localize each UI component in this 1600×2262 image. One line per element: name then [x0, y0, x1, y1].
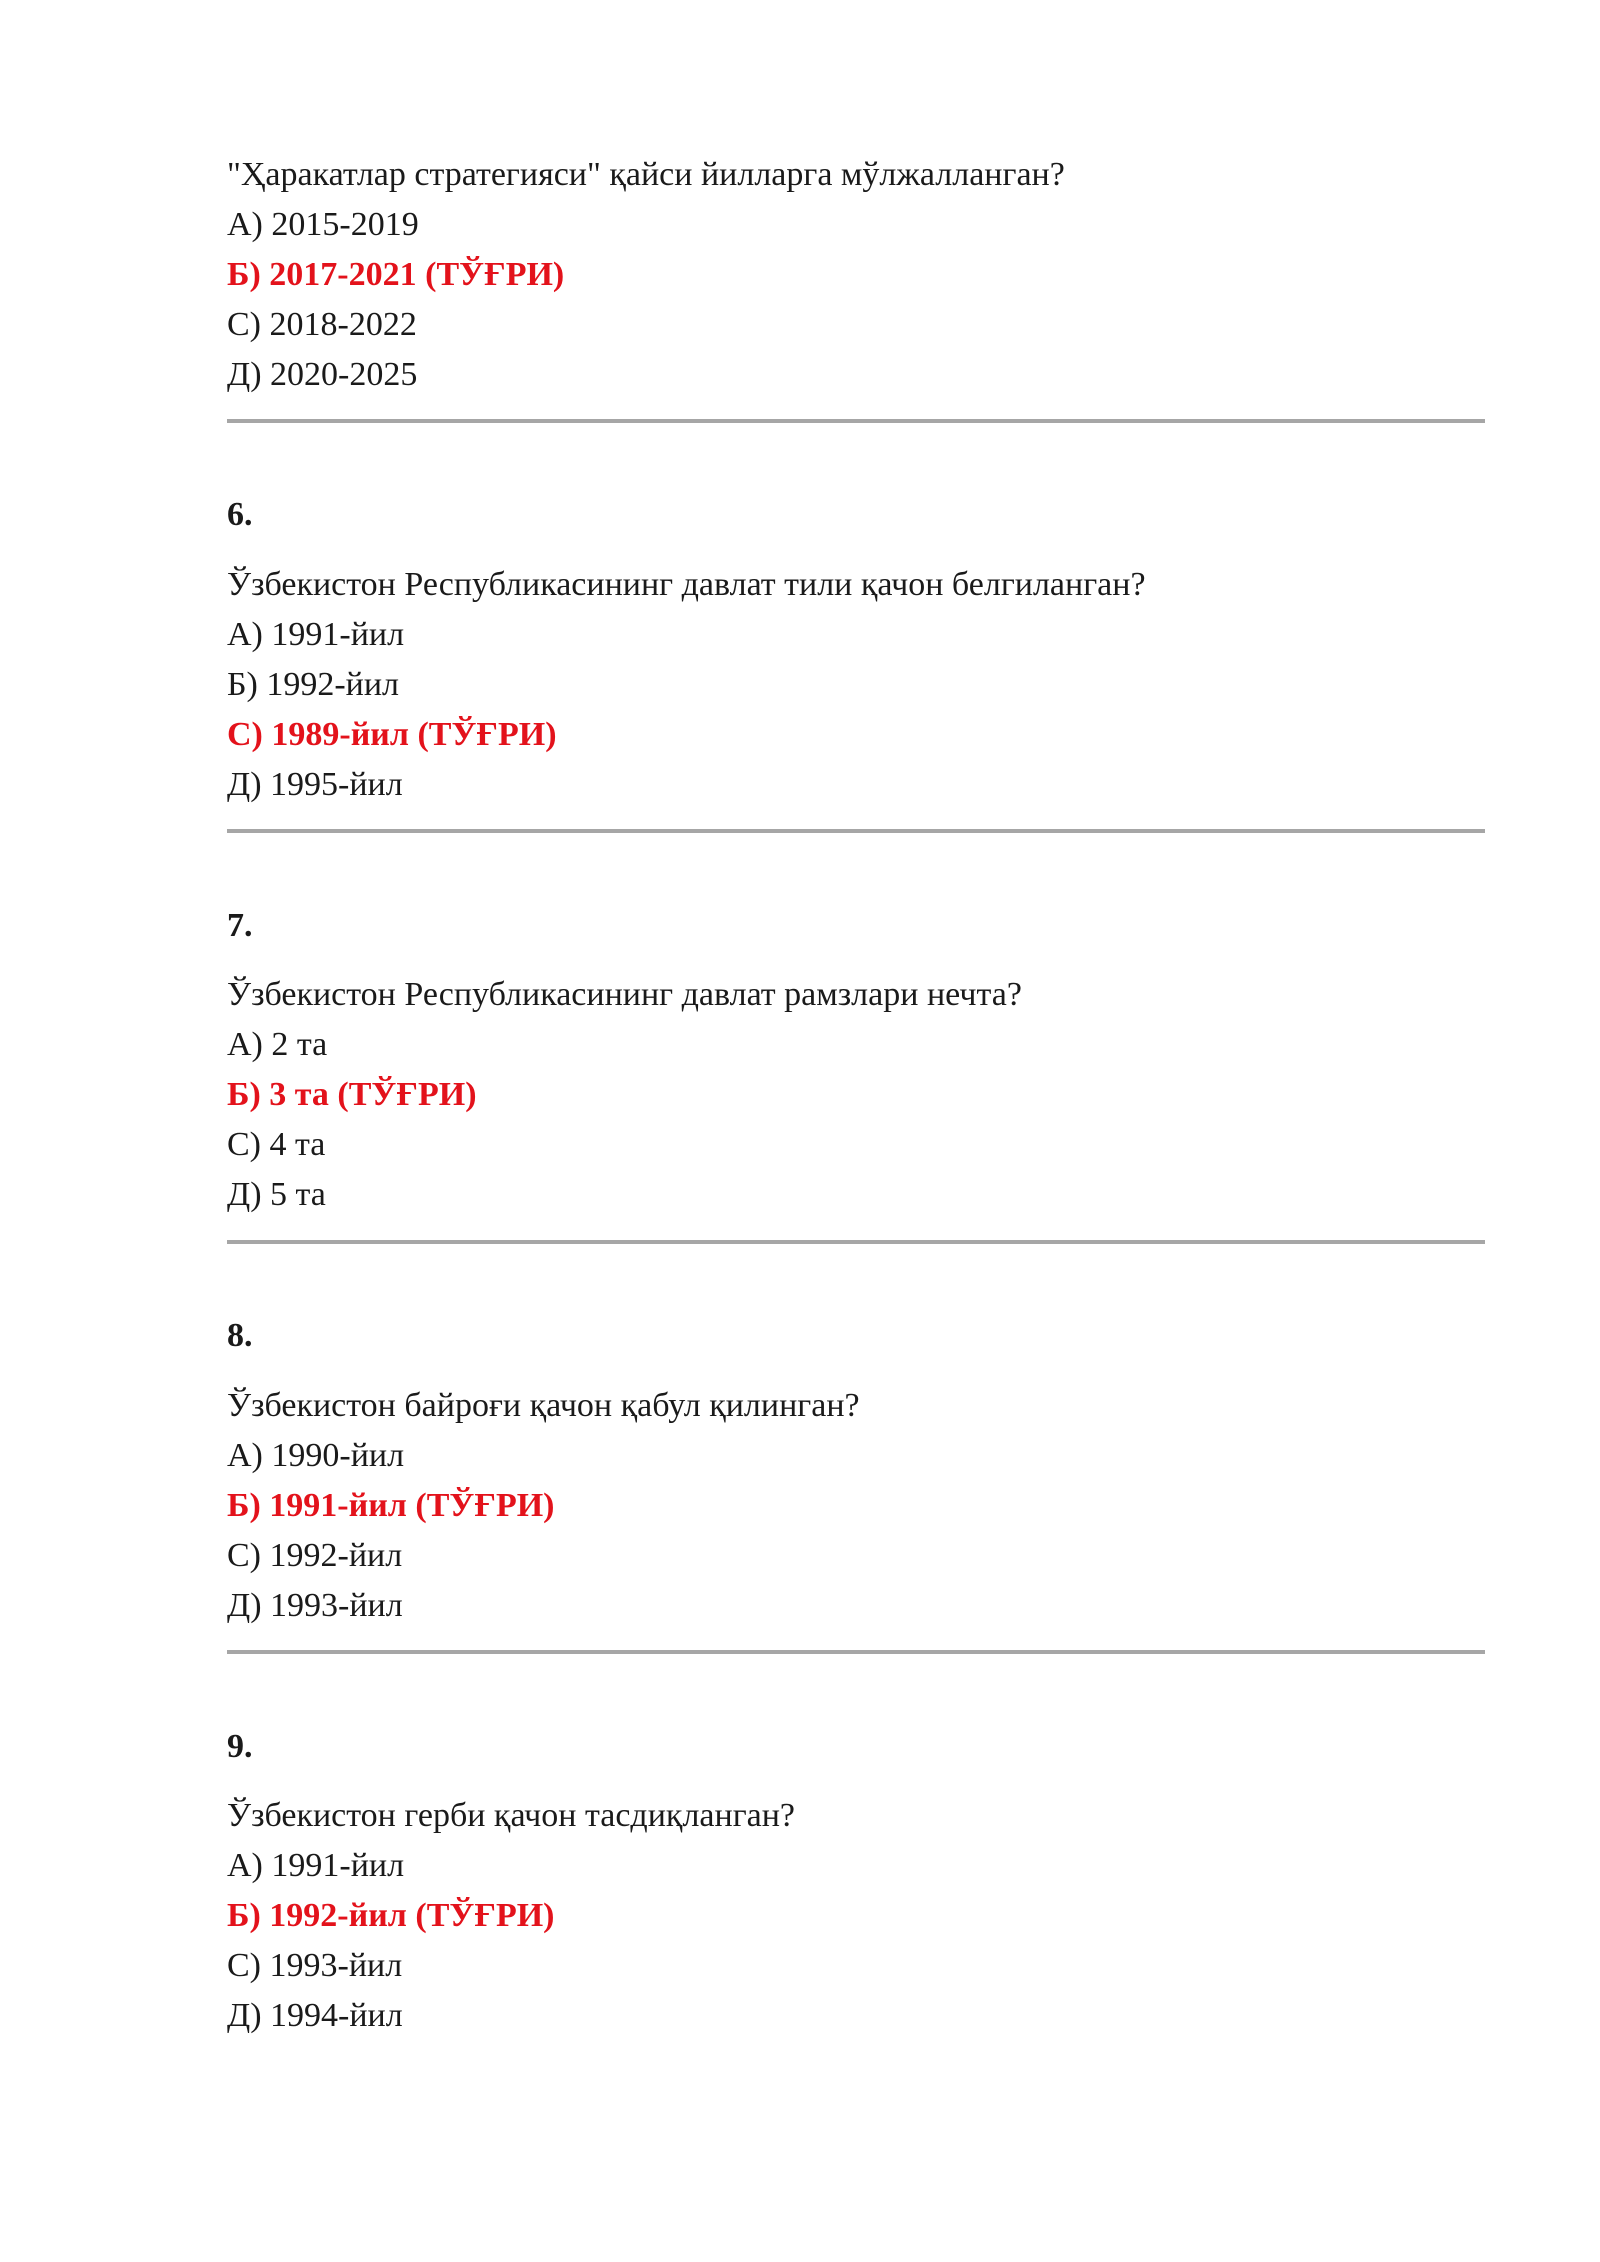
divider — [227, 829, 1485, 833]
question-block — [227, 1730, 253, 1764]
answer-option: Б) 1992-йил — [227, 666, 400, 703]
divider — [227, 1650, 1485, 1654]
correct-answer-option: С) 1989-йил (ТЎҒРИ) — [227, 716, 557, 753]
answer-option: Д) 1994-йил — [227, 1997, 403, 2034]
question-text: "Ҳаракатлар стратегияси" қайси йилларга мўлжалланган? — [227, 156, 1065, 193]
answer-option: А) 2015-2019 — [227, 206, 419, 243]
answer-option: Д) 1995-йил — [227, 766, 403, 803]
answer-option: С) 4 та — [227, 1126, 326, 1163]
answer-option: А) 2 та — [227, 1026, 328, 1063]
answer-option: С) 2018-2022 — [227, 306, 417, 343]
question-number: 6. — [227, 496, 253, 533]
answer-option: Д) 5 та — [227, 1176, 326, 1213]
answer-option: А) 1990-йил — [227, 1437, 405, 1474]
question-text: Ўзбекистон байроғи қачон қабул қилинган? — [227, 1387, 860, 1424]
question-block — [227, 1381, 860, 1631]
question-text: Ўзбекистон герби қачон тасдиқланган? — [227, 1797, 796, 1834]
divider — [227, 419, 1485, 423]
question-block — [227, 560, 1146, 810]
question-number: 8. — [227, 1317, 253, 1354]
question-block — [227, 970, 1022, 1220]
answer-option: С) 1993-йил — [227, 1947, 403, 1984]
answer-option: Д) 1993-йил — [227, 1587, 403, 1624]
correct-answer-option: Б) 1992-йил (ТЎҒРИ) — [227, 1897, 555, 1934]
answer-option: А) 1991-йил — [227, 1847, 405, 1884]
question-number: 9. — [227, 1728, 253, 1765]
answer-option: С) 1992-йил — [227, 1537, 403, 1574]
answer-option: А) 1991-йил — [227, 616, 405, 653]
divider — [227, 1240, 1485, 1244]
correct-answer-option: Б) 3 та (ТЎҒРИ) — [227, 1076, 477, 1113]
question-block — [227, 1791, 795, 2041]
question-number: 7. — [227, 907, 253, 944]
question-block — [227, 150, 1065, 400]
question-text: Ўзбекистон Республикасининг давлат тили қачон белгиланган? — [227, 566, 1146, 603]
question-block — [227, 909, 253, 943]
question-block — [227, 498, 253, 532]
question-text: Ўзбекистон Республикасининг давлат рамзлари нечта? — [227, 976, 1022, 1013]
correct-answer-option: Б) 1991-йил (ТЎҒРИ) — [227, 1487, 555, 1524]
question-block — [227, 1319, 253, 1353]
correct-answer-option: Б) 2017-2021 (ТЎҒРИ) — [227, 256, 565, 293]
answer-option: Д) 2020-2025 — [227, 356, 418, 393]
